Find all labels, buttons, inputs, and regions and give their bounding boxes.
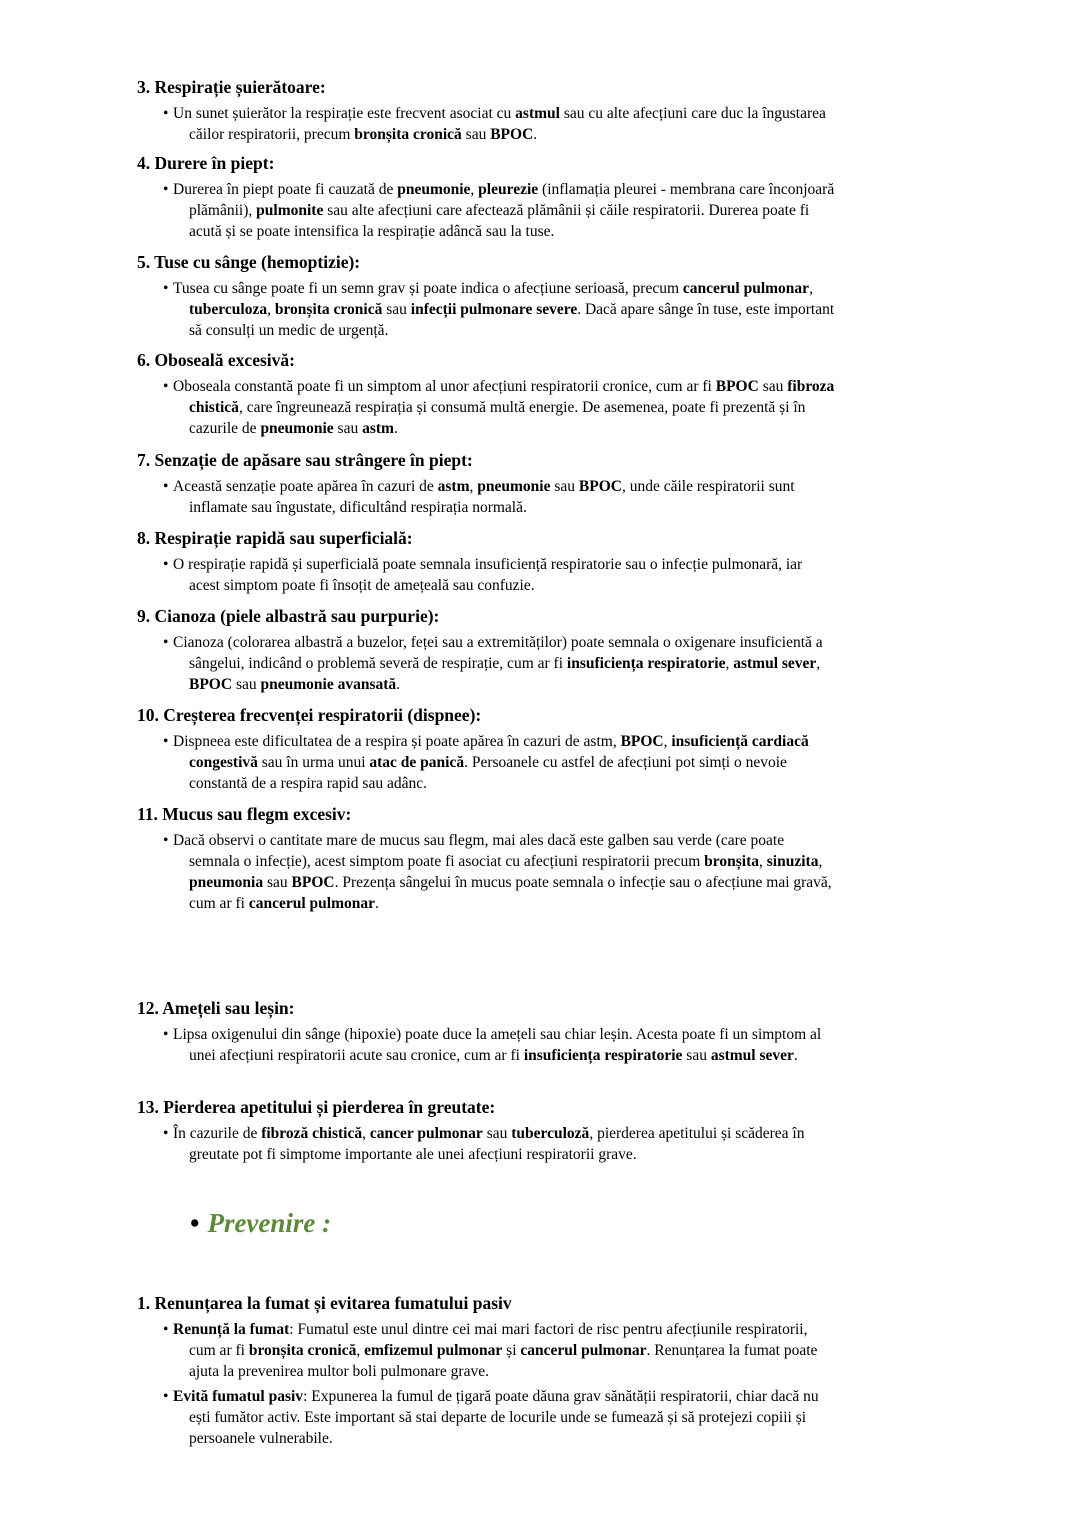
bold-term: insuficiență cardiacă congestivă <box>189 733 809 771</box>
text-run: și <box>502 1342 521 1359</box>
text-run: , <box>759 853 767 870</box>
text-run: . <box>393 420 398 437</box>
bold-term: pneumonia <box>189 874 264 891</box>
text-run: , pierderea apetitului și scăderea în greutate pot fi simptome importante ale unei afecțiuni respiratorii grave. <box>189 1125 805 1163</box>
bold-term: pneumonie <box>260 420 334 437</box>
bold-term: astm <box>437 478 470 495</box>
bold-term: atac de panică <box>369 754 465 771</box>
bullet-item <box>137 731 837 794</box>
bold-term: emfizemul pulmonar <box>364 1342 503 1359</box>
text-run: sau <box>232 676 261 693</box>
text-run: , care îngreunează respirația și consumă multă energie. De asemenea, poate fi prezentă și în cazurile de <box>189 399 806 437</box>
section-9 <box>137 605 837 699</box>
section-heading: 10. Creșterea frecvenței respiratorii (dispnee): <box>137 705 482 725</box>
bullet-icon: • <box>163 181 169 198</box>
text-run: . <box>396 676 401 693</box>
text-run: . Prezența sângelui în mucus poate semnala o infecție sau o afecțiune mai gravă, cum ar fi <box>189 874 832 912</box>
bold-term: cancerul pulmonar <box>520 1342 647 1359</box>
bullet-icon: • <box>163 634 169 651</box>
section-heading: 5. Tuse cu sânge (hemoptizie): <box>137 252 361 272</box>
text-run: O respirație rapidă și superficială poate semnala insuficiență respiratorie sau o infecție pulmonară, iar acest simptom poate fi însoțit de amețeală sau confuzie. <box>173 556 803 594</box>
section-13 <box>137 1096 837 1169</box>
text-run: sau <box>382 301 411 318</box>
text-run: . <box>793 1047 798 1064</box>
section-heading: 1. Renunțarea la fumat și evitarea fumatului pasiv <box>137 1293 512 1313</box>
section-heading: 13. Pierderea apetitului și pierderea în greutate: <box>137 1097 496 1117</box>
bold-term: tuberculoză <box>511 1125 590 1142</box>
bullet-item <box>137 554 837 596</box>
section-heading: 8. Respirație rapidă sau superficială: <box>137 528 413 548</box>
bold-term: pulmonite <box>256 202 324 219</box>
text-run: , <box>663 733 672 750</box>
bold-term: BPOC <box>715 378 759 395</box>
text-run: (inflamația pleurei - membrana care înconjoară plămânii), <box>189 181 835 219</box>
bullet-icon: • <box>163 105 169 122</box>
section-11 <box>137 803 837 918</box>
text-run: . <box>533 126 538 143</box>
text-run: . Dacă apare sânge în tuse, este important să consulți un medic de urgență. <box>189 301 835 339</box>
text-run: sau cu alte afecțiuni care duc la îngustarea căilor respiratorii, precum <box>189 105 826 143</box>
bullet-icon: • <box>163 280 169 297</box>
bullet-item <box>137 1319 837 1382</box>
bullet-icon: • <box>163 733 169 750</box>
bullet-item <box>137 179 837 242</box>
text-run: . Persoanele cu astfel de afecțiuni pot simți o nevoie constantă de a respira rapid sau adânc. <box>189 754 787 792</box>
bullet-icon: • <box>163 1125 169 1142</box>
section-heading: 7. Senzație de apăsare sau strângere în piept: <box>137 450 473 470</box>
text-run: sau <box>682 1047 711 1064</box>
bold-term: cancerul pulmonar <box>682 280 810 297</box>
section-heading: 9. Cianoza (piele albastră sau purpurie): <box>137 606 440 626</box>
bullet-icon: • <box>163 832 169 849</box>
section-heading: 6. Oboseală excesivă: <box>137 350 295 370</box>
bold-term: BPOC <box>620 733 664 750</box>
bold-term: astmul sever <box>733 655 817 672</box>
bold-term: pneumonie <box>397 181 471 198</box>
section-heading: 12. Amețeli sau leșin: <box>137 998 295 1018</box>
bold-term: BPOC <box>578 478 622 495</box>
section-10 <box>137 704 837 798</box>
bullet-icon: • <box>163 478 169 495</box>
text-run: , <box>469 478 478 495</box>
bullet-item <box>137 103 837 145</box>
text-run: Oboseala constantă poate fi un simptom al unor afecțiuni respiratorii cronice, cum ar fi <box>173 378 716 395</box>
text-run: : Expunerea la fumul de țigară poate dăuna grav sănătății respiratorii, chiar dacă nu ești fumător activ. Este important să stai departe de locurile unde se fumează și să protejezi copiii și persoanele vulnerabile. <box>189 1388 819 1447</box>
bold-term: astm <box>362 420 394 437</box>
section-6 <box>137 349 837 443</box>
section-12 <box>137 997 837 1070</box>
bullet-item <box>137 476 837 518</box>
bullet-icon: • <box>163 1321 169 1338</box>
bold-term: astmul <box>515 105 560 122</box>
text-run: , <box>816 655 821 672</box>
bullet-item <box>137 632 837 695</box>
bullet-item <box>137 278 837 341</box>
bold-term: insuficiența respiratorie <box>523 1047 683 1064</box>
prevention-section-1 <box>137 1292 837 1453</box>
text-run: , <box>470 181 479 198</box>
bold-term: tuberculoza <box>189 301 268 318</box>
text-run: . Renunțarea la fumat poate ajuta la prevenirea multor boli pulmonare grave. <box>189 1342 818 1380</box>
bold-term: infecții pulmonare severe <box>410 301 578 318</box>
text-run: sau <box>550 478 579 495</box>
bold-term: BPOC <box>490 126 534 143</box>
bullet-item <box>137 830 837 914</box>
section-3 <box>137 76 837 149</box>
bullet-icon: • <box>163 1026 169 1043</box>
text-run: , <box>725 655 734 672</box>
bullet-item <box>137 1386 837 1449</box>
bold-term: bronșita cronică <box>274 301 383 318</box>
text-run: : Fumatul este unul dintre cei mai mari factori de risc pentru afecțiunile respiratorii, cum ar fi <box>189 1321 808 1359</box>
bold-term: pneumonie avansată <box>260 676 397 693</box>
bullet-item <box>137 1123 837 1165</box>
text-run: . <box>374 895 379 912</box>
bold-term: BPOC <box>189 676 233 693</box>
bold-term: Renunță la fumat <box>173 1321 290 1338</box>
text-run: Tusea cu sânge poate fi un semn grav și poate indica o afecțiune serioasă, precum <box>173 280 683 297</box>
text-run: sau <box>263 874 292 891</box>
text-run: sau alte afecțiuni care afectează plămânii și căile respiratorii. Durerea poate fi acută și se poate intensifica la respirație adâncă sau la tuse. <box>189 202 810 240</box>
text-run: , <box>267 301 275 318</box>
prevention-heading <box>190 1208 331 1239</box>
bold-term: Evită fumatul pasiv <box>173 1388 304 1405</box>
bold-term: insuficiența respiratorie <box>566 655 726 672</box>
section-heading: 3. Respirație șuierătoare: <box>137 77 326 97</box>
bullet-icon: • <box>163 1388 169 1405</box>
bold-term: fibroză chistică <box>261 1125 363 1142</box>
text-run: , <box>809 280 813 297</box>
text-run: sau <box>461 126 491 143</box>
bold-term: astmul sever <box>710 1047 794 1064</box>
bold-term: bronșita cronică <box>248 1342 357 1359</box>
bold-term: cancerul pulmonar <box>248 895 375 912</box>
bullet-icon: • <box>163 556 169 573</box>
text-run: Cianoza (colorarea albastră a buzelor, feței sau a extremităților) poate semnala o oxigenare insuficientă a sângelui, indicând o problemă severă de respirație, cum ar fi <box>173 634 823 672</box>
bold-term: BPOC <box>291 874 335 891</box>
text-run: Dacă observi o cantitate mare de mucus sau flegm, mai ales dacă este galben sau verde (care poate semnala o infecție), acest simptom poate fi asociat cu afecțiuni respiratorii precum <box>173 832 785 870</box>
bold-term: pleurezie <box>478 181 539 198</box>
text-run: Lipsa oxigenului din sânge (hipoxie) poate duce la amețeli sau chiar leșin. Acesta poate fi un simptom al unei afecțiuni respiratorii acute sau cronice, cum ar fi <box>173 1026 822 1064</box>
text-run: sau <box>482 1125 512 1142</box>
text-run: , <box>356 1342 365 1359</box>
section-heading: 11. Mucus sau flegm excesiv: <box>137 804 352 824</box>
section-heading: 4. Durere în piept: <box>137 153 275 173</box>
bold-term: pneumonie <box>477 478 551 495</box>
bullet-item <box>137 376 837 439</box>
text-run: , <box>818 853 823 870</box>
bold-term: cancer pulmonar <box>369 1125 483 1142</box>
bullet-icon: • <box>190 1208 200 1238</box>
prevention-heading-text: Prevenire : <box>207 1208 332 1238</box>
bold-term: bronșita cronică <box>354 126 462 143</box>
bullet-icon: • <box>163 378 169 395</box>
text-run: sau <box>758 378 788 395</box>
text-run: Un sunet șuierător la respirație este frecvent asociat cu <box>173 105 516 122</box>
text-run: Durerea în piept poate fi cauzată de <box>173 181 398 198</box>
section-4 <box>137 152 837 246</box>
bold-term: fibroza chistică <box>189 378 835 416</box>
text-run: Această senzație poate apărea în cazuri de <box>173 478 438 495</box>
section-8 <box>137 527 837 600</box>
bold-term: sinuzita <box>766 853 819 870</box>
bullet-item <box>137 1024 837 1066</box>
section-5 <box>137 251 837 345</box>
text-run: sau <box>333 420 363 437</box>
section-7 <box>137 449 837 522</box>
text-run: , <box>362 1125 370 1142</box>
text-run: , unde căile respiratorii sunt inflamate sau îngustate, dificultând respirația normală. <box>189 478 795 516</box>
bold-term: bronșita <box>704 853 760 870</box>
text-run: Dispneea este dificultatea de a respira și poate apărea în cazuri de astm, <box>173 733 621 750</box>
text-run: În cazurile de <box>173 1125 262 1142</box>
text-run: sau în urma unui <box>257 754 370 771</box>
